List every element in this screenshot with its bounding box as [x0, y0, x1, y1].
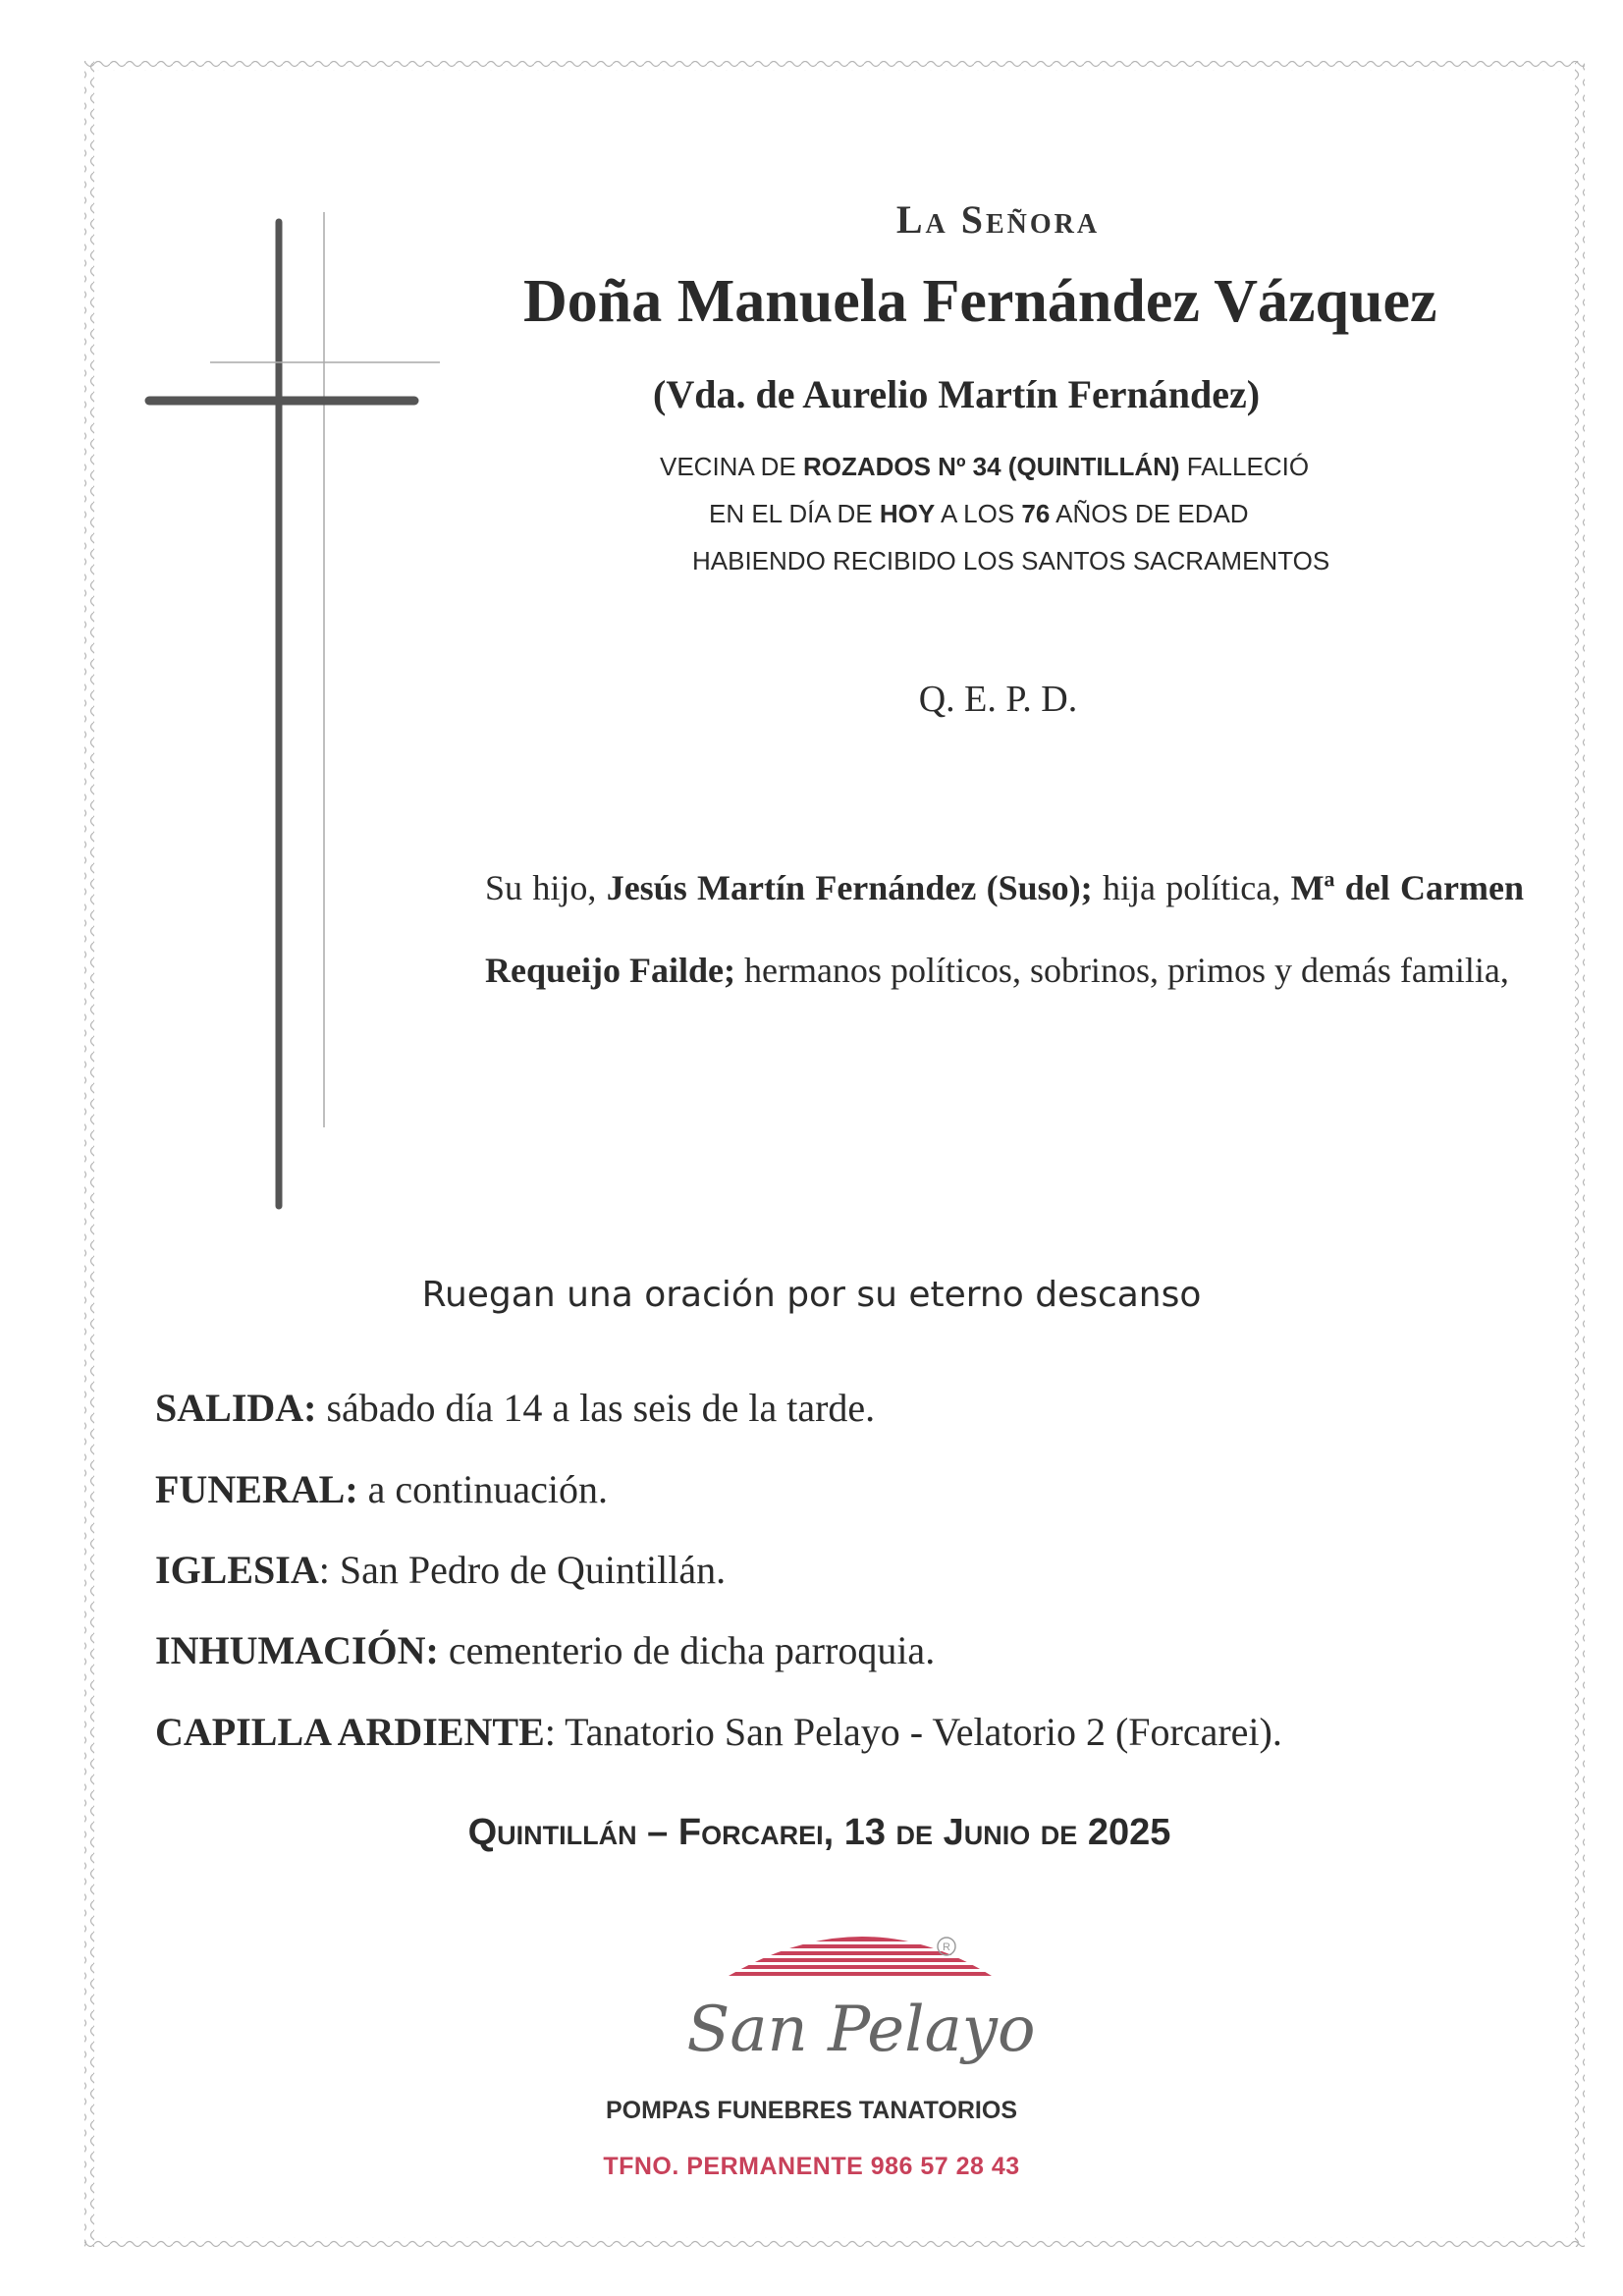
detail-capilla-ardiente: CAPILLA ARDIENTE: Tanatorio San Pelayo - Velatorio 2 (Forcarei). — [155, 1710, 1282, 1754]
info-line-2: EN EL DÍA DE HOY A LOS 76 AÑOS DE EDAD — [709, 499, 1249, 528]
family-paragraph: Su hijo, Jesús Martín Fernández (Suso); hija política, Mª del Carmen Requeijo Failde; hermanos políticos, sobrinos, primos y demás familia, — [485, 868, 1524, 990]
svg-text:San Pelayo: San Pelayo — [686, 1994, 1036, 2066]
company-tagline: POMPAS FUNEBRES TANATORIOS — [605, 2097, 1017, 2124]
title-honorific: La Señora — [895, 197, 1101, 242]
logo-stripe — [729, 1917, 992, 1924]
info-line-3: HABIENDO RECIBIDO LOS SANTOS SACRAMENTOS — [692, 546, 1330, 575]
deceased-name: Doña Manuela Fernández Vázquez — [523, 268, 1437, 335]
prayer-line: Ruegan una oración por su eterno descanso — [421, 1275, 1202, 1315]
qepd: Q. E. P. D. — [918, 679, 1078, 720]
info-line-1: VECINA DE ROZADOS Nº 34 (QUINTILLÁN) FALLECIÓ — [660, 452, 1310, 481]
logo-stripe — [729, 1931, 992, 1938]
logo-stripe — [729, 1944, 992, 1948]
logo-stripe — [729, 1924, 992, 1931]
widow-of: (Vda. de Aurelio Martín Fernández) — [653, 372, 1261, 416]
logo-stripe — [729, 1965, 992, 1969]
logo-stripe — [729, 1972, 992, 1976]
company-phone: TFNO. PERMANENTE 986 57 28 43 — [603, 2153, 1020, 2180]
detail-iglesia: IGLESIA: San Pedro de Quintillán. — [155, 1548, 727, 1592]
place-date-line: Quintillán – Forcarei, 13 de Junio de 2025 — [467, 1812, 1171, 1853]
detail-funeral: FUNERAL: a continuación. — [155, 1467, 609, 1511]
detail-salida: SALIDA: sábado día 14 a las seis de la tarde. — [155, 1386, 876, 1430]
logo-stripe — [729, 1958, 992, 1962]
svg-text:R: R — [943, 1941, 950, 1953]
detail-inhumacion: INHUMACIÓN: cementerio de dicha parroquia. — [155, 1628, 936, 1672]
